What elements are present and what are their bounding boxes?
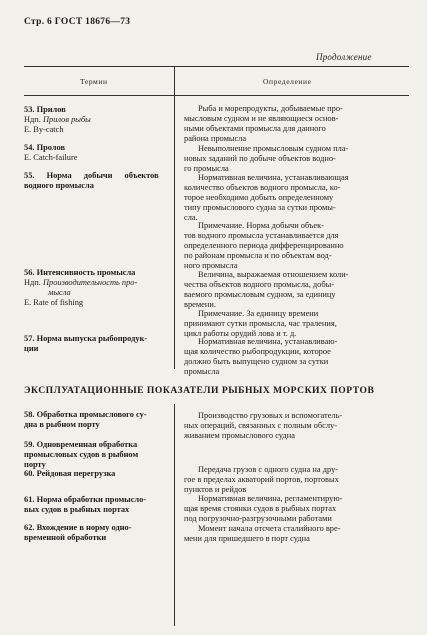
term-53-english: E. By-catch (24, 125, 64, 134)
def-55-line1: Нормативная величина, устанавливающая (198, 173, 349, 182)
def-61-line1: Нормативная величина, регламентирую- (198, 494, 343, 503)
term-59-line3: порту (24, 460, 46, 469)
def-56-note-line1: Примечание. За единицу времени (198, 309, 319, 318)
term-59-line2: промысловых судов в рыбном (24, 450, 139, 459)
page-title: Стр. 6 ГОСТ 18676—73 (24, 17, 131, 27)
term-61-line2: вых судов в рыбных портах (24, 505, 130, 514)
column-divider-lower (174, 404, 175, 626)
def-53-line2: мысловым судном и не являющиеся основ- (184, 114, 339, 123)
term-55-line1: 55. Норма добычи объектов (24, 171, 159, 180)
def-54-line3: го промысла (184, 164, 229, 173)
term-56-rejected-cont: мысла (48, 288, 71, 297)
section-title: ЭКСПЛУАТАЦИОННЫЕ ПОКАЗАТЕЛИ РЫБНЫХ МОРСКИХ ПОРТОВ (24, 385, 375, 396)
def-60-line1: Передача грузов с одного судна на дру- (198, 465, 339, 474)
def-55-line4: типу промыслового судна за сутки промы- (184, 203, 336, 212)
def-55-line2: количество объектов водного промысла, ко- (184, 183, 341, 192)
def-56-line3: ваемого промысловым судном, за единицу (184, 290, 336, 299)
def-55-note-line2: тов водного промысла устанавливается для (184, 231, 339, 240)
term-60: 60. Рейдовая перегрузка (24, 469, 116, 478)
def-62-line1: Момент начала отсчета сталийного вре- (198, 524, 341, 533)
def-53-line4: района промысла (184, 134, 247, 143)
def-56-note-line3: цикл работы орудий лова и т. д. (184, 329, 297, 338)
def-55-line3: торое необходимо добыть определенному (184, 193, 334, 202)
def-58-line1: Производство грузовых и вспомогатель- (198, 411, 343, 420)
def-56-note-line2: принимают сутки промысла, час траления, (184, 319, 337, 328)
def-62-line2: мени для пришедшего в порт судна (184, 534, 310, 543)
def-54-line2: новых заданий по добыче объектов водно- (184, 154, 336, 163)
def-55-note-line4: по районам промысла и по объектам вод- (184, 251, 332, 260)
term-62-line1: 62. Вхождение в норму одно- (24, 523, 132, 532)
table-header-rule (24, 95, 409, 96)
term-53: 53. Прилов (24, 105, 66, 114)
def-55-note-line5: ного промысла (184, 261, 238, 270)
term-58-line2: дна в рыбном порту (24, 420, 100, 429)
def-53-line1: Рыба и морепродукты, добываемые про- (198, 104, 343, 113)
def-56-line4: времени. (184, 300, 216, 309)
def-56-line1: Величина, выражаемая отношением коли- (198, 270, 349, 279)
def-60-line2: гое в пределах акваторий портов, портовых (184, 475, 339, 484)
def-61-line2: щая время стоянки судов в рыбных портах (184, 504, 337, 513)
def-60-line3: пунктов и рейдов (184, 485, 247, 494)
term-59-line1: 59. Одновременная обработка (24, 440, 138, 449)
term-56: 56. Интенсивность промысла (24, 268, 136, 277)
def-54-line1: Невыполнение промысловым судном пла- (198, 144, 349, 153)
def-55-line5: сла. (184, 213, 198, 222)
def-58-line3: живанием промыслового судна (184, 431, 295, 440)
column-header-term: Термин (80, 77, 108, 86)
term-54: 54. Пролов (24, 143, 66, 152)
term-57-line1: 57. Норма выпуска рыбопродук- (24, 334, 148, 343)
def-58-line2: ных операций, связанных с полным обслу- (184, 421, 337, 430)
def-55-note-line3: определенного периода дифференцированно (184, 241, 344, 250)
def-57-line3: должно быть выпущено судном за сутки (184, 357, 329, 366)
def-57-line2: щая количество рыбопродукции, которое (184, 347, 331, 356)
term-56-english: E. Rate of fishing (24, 298, 84, 307)
term-57-line2: ции (24, 344, 39, 353)
term-61-line1: 61. Норма обработки промысло- (24, 495, 147, 504)
column-header-definition: Определение (263, 77, 312, 86)
term-55-line2: водного промысла (24, 181, 94, 190)
term-53-rejected: Ндп. Прилов рыбы (24, 115, 91, 124)
def-55-note-line1: Примечание. Норма добычи объек- (198, 221, 324, 230)
term-62-line2: временной обработки (24, 533, 107, 542)
header-divider (174, 66, 175, 95)
def-61-line3: под погрузочно-разгрузочными работами (184, 514, 332, 523)
def-57-line1: Нормативная величина, устанавливаю- (198, 337, 338, 346)
term-58-line1: 58. Обработка промыслового су- (24, 410, 147, 419)
term-54-english: E. Catch-failure (24, 153, 78, 162)
column-divider-upper (174, 95, 175, 369)
term-56-rejected: Ндп. Производительность про- (24, 278, 138, 287)
table-top-rule (24, 66, 409, 67)
continuation-label: Продолжение (316, 52, 372, 62)
def-53-line3: ными объектами промысла для данного (184, 124, 326, 133)
def-57-line4: промысла (184, 367, 220, 376)
def-56-line2: чества объектов водного промысла, добы- (184, 280, 335, 289)
